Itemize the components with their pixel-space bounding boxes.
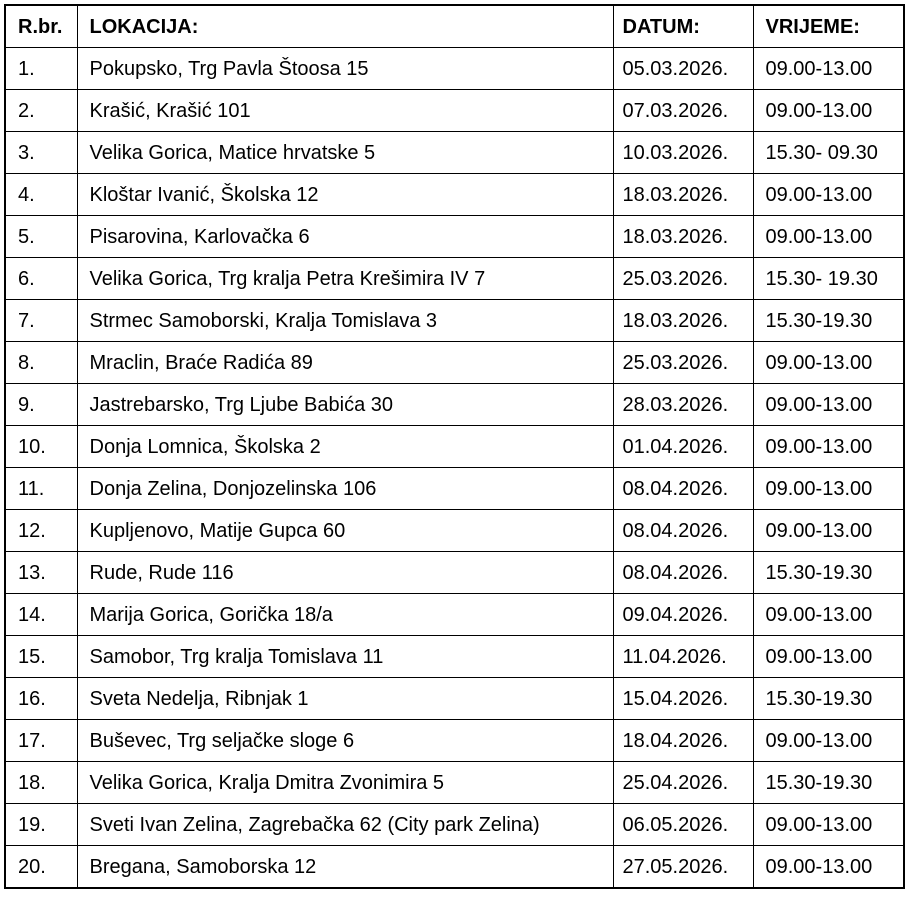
location-cell: Samobor, Trg kralja Tomislava 11	[77, 636, 613, 678]
row-number-cell: 7.	[5, 300, 77, 342]
date-cell: 25.03.2026.	[613, 342, 753, 384]
date-cell: 18.04.2026.	[613, 720, 753, 762]
location-cell: Krašić, Krašić 101	[77, 90, 613, 132]
location-cell: Mraclin, Braće Radića 89	[77, 342, 613, 384]
time-cell: 09.00-13.00	[753, 468, 904, 510]
date-cell: 28.03.2026.	[613, 384, 753, 426]
table-row	[5, 468, 904, 510]
row-number-cell: 20.	[5, 846, 77, 889]
date-cell: 08.04.2026.	[613, 468, 753, 510]
row-number-cell: 1.	[5, 48, 77, 90]
row-number-cell: 19.	[5, 804, 77, 846]
location-cell: Buševec, Trg seljačke sloge 6	[77, 720, 613, 762]
date-cell: 09.04.2026.	[613, 594, 753, 636]
table-row	[5, 510, 904, 552]
date-cell: 06.05.2026.	[613, 804, 753, 846]
location-cell: Kloštar Ivanić, Školska 12	[77, 174, 613, 216]
row-number-cell: 3.	[5, 132, 77, 174]
time-cell: 09.00-13.00	[753, 804, 904, 846]
row-number-cell: 18.	[5, 762, 77, 804]
row-number-cell: 10.	[5, 426, 77, 468]
row-number-cell: 4.	[5, 174, 77, 216]
location-cell: Strmec Samoborski, Kralja Tomislava 3	[77, 300, 613, 342]
header-row	[5, 5, 904, 48]
time-cell: 09.00-13.00	[753, 510, 904, 552]
header-location: LOKACIJA:	[77, 5, 613, 48]
time-cell: 09.00-13.00	[753, 846, 904, 889]
header-row-number: R.br.	[5, 5, 77, 48]
time-cell: 09.00-13.00	[753, 426, 904, 468]
location-cell: Velika Gorica, Trg kralja Petra Krešimira IV 7	[77, 258, 613, 300]
time-cell: 09.00-13.00	[753, 384, 904, 426]
table-row	[5, 258, 904, 300]
date-cell: 08.04.2026.	[613, 552, 753, 594]
row-number-cell: 11.	[5, 468, 77, 510]
date-cell: 18.03.2026.	[613, 300, 753, 342]
row-number-cell: 17.	[5, 720, 77, 762]
date-cell: 08.04.2026.	[613, 510, 753, 552]
location-cell: Pisarovina, Karlovačka 6	[77, 216, 613, 258]
date-cell: 10.03.2026.	[613, 132, 753, 174]
row-number-cell: 13.	[5, 552, 77, 594]
time-cell: 09.00-13.00	[753, 174, 904, 216]
time-cell: 09.00-13.00	[753, 720, 904, 762]
row-number-cell: 2.	[5, 90, 77, 132]
row-number-cell: 5.	[5, 216, 77, 258]
table-row	[5, 216, 904, 258]
table-row	[5, 384, 904, 426]
time-cell: 15.30-19.30	[753, 762, 904, 804]
time-cell: 15.30- 19.30	[753, 258, 904, 300]
row-number-cell: 14.	[5, 594, 77, 636]
row-number-cell: 6.	[5, 258, 77, 300]
location-cell: Jastrebarsko, Trg Ljube Babića 30	[77, 384, 613, 426]
time-cell: 09.00-13.00	[753, 636, 904, 678]
table-row	[5, 426, 904, 468]
table-row	[5, 90, 904, 132]
table-row	[5, 300, 904, 342]
time-cell: 15.30-19.30	[753, 300, 904, 342]
time-cell: 15.30- 09.30	[753, 132, 904, 174]
table-row	[5, 636, 904, 678]
date-cell: 15.04.2026.	[613, 678, 753, 720]
location-cell: Velika Gorica, Matice hrvatske 5	[77, 132, 613, 174]
time-cell: 09.00-13.00	[753, 48, 904, 90]
row-number-cell: 16.	[5, 678, 77, 720]
schedule-table-body	[5, 48, 904, 889]
time-cell: 15.30-19.30	[753, 552, 904, 594]
date-cell: 07.03.2026.	[613, 90, 753, 132]
date-cell: 25.04.2026.	[613, 762, 753, 804]
location-cell: Donja Lomnica, Školska 2	[77, 426, 613, 468]
date-cell: 01.04.2026.	[613, 426, 753, 468]
location-cell: Rude, Rude 116	[77, 552, 613, 594]
location-cell: Sveta Nedelja, Ribnjak 1	[77, 678, 613, 720]
header-time: VRIJEME:	[753, 5, 904, 48]
time-cell: 15.30-19.30	[753, 678, 904, 720]
date-cell: 27.05.2026.	[613, 846, 753, 889]
date-cell: 18.03.2026.	[613, 216, 753, 258]
row-number-cell: 8.	[5, 342, 77, 384]
location-cell: Velika Gorica, Kralja Dmitra Zvonimira 5	[77, 762, 613, 804]
table-row	[5, 678, 904, 720]
date-cell: 11.04.2026.	[613, 636, 753, 678]
table-row	[5, 762, 904, 804]
location-cell: Kupljenovo, Matije Gupca 60	[77, 510, 613, 552]
table-row	[5, 804, 904, 846]
table-row	[5, 174, 904, 216]
table-row	[5, 48, 904, 90]
time-cell: 09.00-13.00	[753, 216, 904, 258]
row-number-cell: 9.	[5, 384, 77, 426]
location-cell: Sveti Ivan Zelina, Zagrebačka 62 (City park Zelina)	[77, 804, 613, 846]
header-date: DATUM:	[613, 5, 753, 48]
row-number-cell: 12.	[5, 510, 77, 552]
schedule-table-header	[5, 5, 904, 48]
time-cell: 09.00-13.00	[753, 90, 904, 132]
location-cell: Donja Zelina, Donjozelinska 106	[77, 468, 613, 510]
time-cell: 09.00-13.00	[753, 594, 904, 636]
schedule-table	[4, 4, 905, 889]
table-row	[5, 342, 904, 384]
time-cell: 09.00-13.00	[753, 342, 904, 384]
location-cell: Bregana, Samoborska 12	[77, 846, 613, 889]
location-cell: Marija Gorica, Gorička 18/a	[77, 594, 613, 636]
location-cell: Pokupsko, Trg Pavla Štoosa 15	[77, 48, 613, 90]
table-row	[5, 720, 904, 762]
date-cell: 05.03.2026.	[613, 48, 753, 90]
row-number-cell: 15.	[5, 636, 77, 678]
table-row	[5, 552, 904, 594]
date-cell: 25.03.2026.	[613, 258, 753, 300]
table-row	[5, 846, 904, 889]
table-row	[5, 132, 904, 174]
table-row	[5, 594, 904, 636]
date-cell: 18.03.2026.	[613, 174, 753, 216]
